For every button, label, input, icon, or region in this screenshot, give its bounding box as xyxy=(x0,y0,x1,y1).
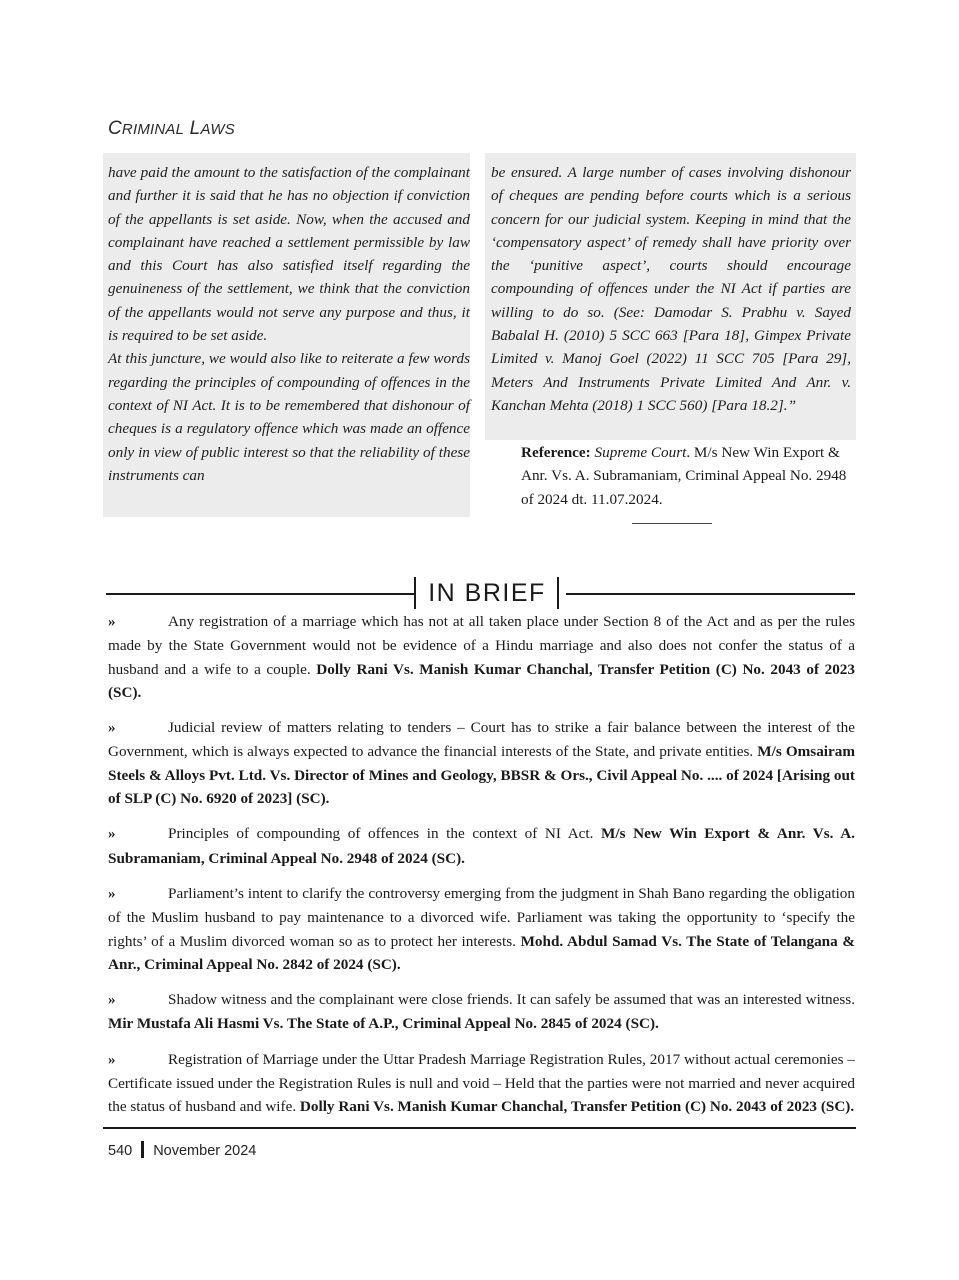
footer-separator xyxy=(141,1141,144,1158)
double-chevron-icon: » xyxy=(108,1051,113,1068)
brief-item-citation: Mohd. Abdul Samad Vs. The State of Telangana & Anr., Criminal Appeal No. 2842 of 2024 (SC). xyxy=(108,932,855,973)
in-brief-bar-right xyxy=(557,577,559,609)
brief-item-1 xyxy=(108,610,855,704)
section-header-c: C xyxy=(108,118,122,139)
in-brief-bar-left xyxy=(414,577,416,609)
brief-item-citation: M/s Omsairam Steels & Alloys Pvt. Ltd. Vs. Director of Mines and Geology, BBSR & Ors., Civil Appeal No. .... of 2024 [Arising out of SLP (C) No. 6920 of 2023] (SC). xyxy=(108,743,855,808)
brief-item-text: Principles of compounding of offences in the context of NI Act. xyxy=(168,825,602,843)
in-brief-rule-left xyxy=(106,593,414,595)
end-divider xyxy=(632,523,712,524)
brief-item-4 xyxy=(108,882,855,976)
brief-item-3 xyxy=(108,822,855,870)
reference-label: Reference: xyxy=(521,444,591,461)
section-header-aws: AWS xyxy=(200,121,235,138)
brief-item-text: Judicial review of matters relating to tenders – Court has to strike a fair balance between the interest of the Government, which is always expected to advance the financial interests of the State, and private entities. xyxy=(108,719,855,761)
left-paragraph-1: have paid the amount to the satisfaction of the complainant and further it is said that he has no objection if conviction of the appellants is set aside. Now, when the accused and complainant have reached a settlement permissible by law and this Court has also satisfied itself regarding the genuineness of the settlement, we think that the conviction of the appellants would not serve any purpose and thus, it is required to be set aside. xyxy=(108,164,470,345)
brief-item-6 xyxy=(108,1048,855,1119)
brief-item-citation: Dolly Rani Vs. Manish Kumar Chanchal, Transfer Petition (C) No. 2043 of 2023 (SC). xyxy=(299,1098,855,1116)
section-header xyxy=(108,118,235,140)
double-chevron-icon: » xyxy=(108,826,113,843)
section-header-l: L xyxy=(189,118,201,139)
in-brief-list xyxy=(108,610,855,1131)
double-chevron-icon: » xyxy=(108,992,113,1009)
brief-item-5 xyxy=(108,988,855,1036)
brief-item-citation: Dolly Rani Vs. Manish Kumar Chanchal, Transfer Petition (C) No. 2043 of 2023 (SC). xyxy=(108,660,855,701)
issue-date: November 2024 xyxy=(153,1143,257,1159)
page-number: 540 xyxy=(108,1143,133,1159)
double-chevron-icon: » xyxy=(108,720,113,737)
right-column xyxy=(491,161,851,417)
in-brief-rule-right xyxy=(566,593,855,595)
brief-item-text: Shadow witness and the complainant were close friends. It can safely be assumed that was an interested witness. xyxy=(168,991,855,1009)
brief-item-text: Registration of Marriage under the Uttar Pradesh Marriage Registration Rules, 2017 without actual ceremonies – Certificate issued under the Registration Rules is null and void – Held that the parties were not married and never acquired the status of husband and wife. xyxy=(108,1050,855,1116)
left-paragraph-2: At this juncture, we would also like to reiterate a few words regarding the principles of compounding of offences in the context of NI Act. It is to be remembered that dishonour of cheques is a regulatory offence which was made an offence only in view of public interest so that the reliability of these instruments can xyxy=(108,350,470,484)
page-footer xyxy=(108,1141,256,1159)
section-header-riminal: RIMINAL xyxy=(121,121,185,138)
brief-item-2 xyxy=(108,716,855,810)
brief-item-text: Parliament’s intent to clarify the controversy emerging from the judgment in Shah Bano regarding the obligation of the Muslim husband to pay maintenance to a divorced wife. Parliament was taking the opportunity to ‘specify the rights’ of a Muslim divorced woman so as to protect her interests. xyxy=(108,884,855,950)
brief-item-citation: M/s New Win Export & Anr. Vs. A. Subramaniam, Criminal Appeal No. 2948 of 2024 (SC). xyxy=(108,825,855,867)
right-paragraph-1: be ensured. A large number of cases involving dishonour of cheques are pending before courts which is a serious concern for our judicial system. Keeping in mind that the ‘compensatory aspect’ of remedy shall have priority over the ‘punitive aspect’, courts should encourage compounding of offences under the NI Act if parties are willing to do so. (See: Damodar S. Prabhu v. Sayed Babalal H. (2010) 5 SCC 663 [Para 18], Gimpex Private Limited v. Manoj Goel (2022) 11 SCC 705 [Para 29], Meters And Instruments Private Limited And Anr. v. Kanchan Mehta (2018) 1 SCC 560) [Para 18.2].” xyxy=(491,164,851,414)
brief-item-text: Any registration of a marriage which has not at all taken place under Section 8 of the Act and as per the rules made by the State Government would not be evidence of a Hindu marriage and also does not confer the status of a husband and a wife to a couple. xyxy=(108,613,855,678)
reference-block xyxy=(521,441,851,511)
reference-citation: . M/s New Win Export & Anr. Vs. A. Subramaniam, Criminal Appeal No. 2948 of 2024 dt. 11.07.2024. xyxy=(521,444,847,508)
double-chevron-icon: » xyxy=(108,885,113,902)
in-brief-title: IN BRIEF xyxy=(428,579,546,607)
reference-court: Supreme Court xyxy=(594,444,687,461)
left-column xyxy=(108,161,470,487)
footer-rule xyxy=(103,1127,856,1129)
brief-item-citation: Mir Mustafa Ali Hasmi Vs. The State of A.P., Criminal Appeal No. 2845 of 2024 (SC). xyxy=(108,1015,659,1033)
double-chevron-icon: » xyxy=(108,614,113,630)
